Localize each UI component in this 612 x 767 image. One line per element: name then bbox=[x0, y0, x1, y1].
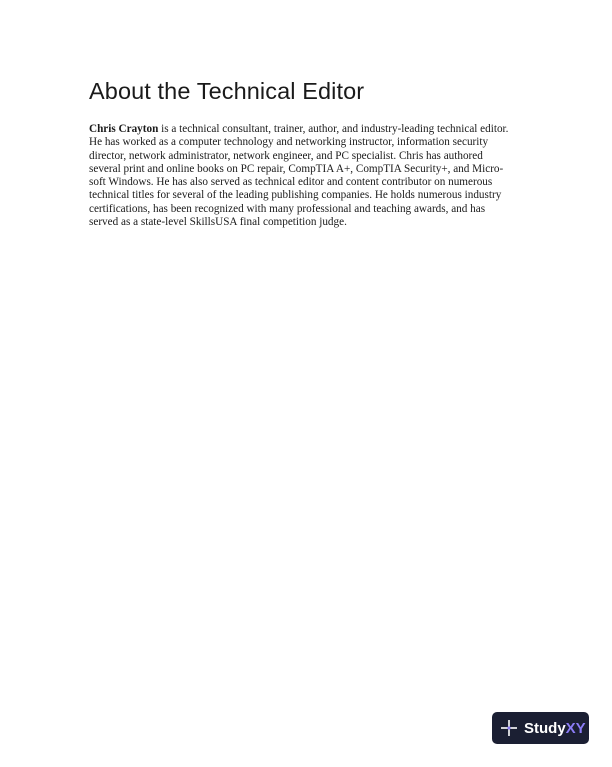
page-title: About the Technical Editor bbox=[89, 78, 365, 104]
bio-line: certifications, has been recognized with many professional and teaching awards, and has bbox=[89, 202, 486, 215]
brand-accent-text: XY bbox=[565, 719, 586, 737]
bio-line: soft Windows. He has also served as technical editor and content contributor on numerous bbox=[89, 176, 493, 189]
bio-paragraph bbox=[89, 123, 539, 229]
bio-line: several print and online books on PC repair, CompTIA A+, CompTIA Security+, and Micro- bbox=[89, 162, 504, 175]
bio-line: He has worked as a computer technology and networking instructor, information security bbox=[89, 136, 489, 149]
studyxy-logo-text bbox=[524, 720, 586, 737]
bio-line: director, network administrator, network engineer, and PC specialist. Chris has authored bbox=[89, 149, 483, 162]
bio-name: Chris Crayton bbox=[89, 123, 159, 135]
bio-line bbox=[89, 123, 539, 136]
bio-line: technical titles for several of the leading publishing companies. He holds numerous industry bbox=[89, 189, 502, 202]
bio-line-text: is a technical consultant, trainer, author, and industry-leading technical editor. bbox=[158, 123, 509, 135]
studyxy-watermark-badge[interactable] bbox=[492, 712, 589, 744]
brand-main-text: Study bbox=[524, 719, 566, 737]
bio-line: served as a state-level SkillsUSA final competition judge. bbox=[89, 216, 347, 229]
plus-icon bbox=[500, 719, 518, 737]
